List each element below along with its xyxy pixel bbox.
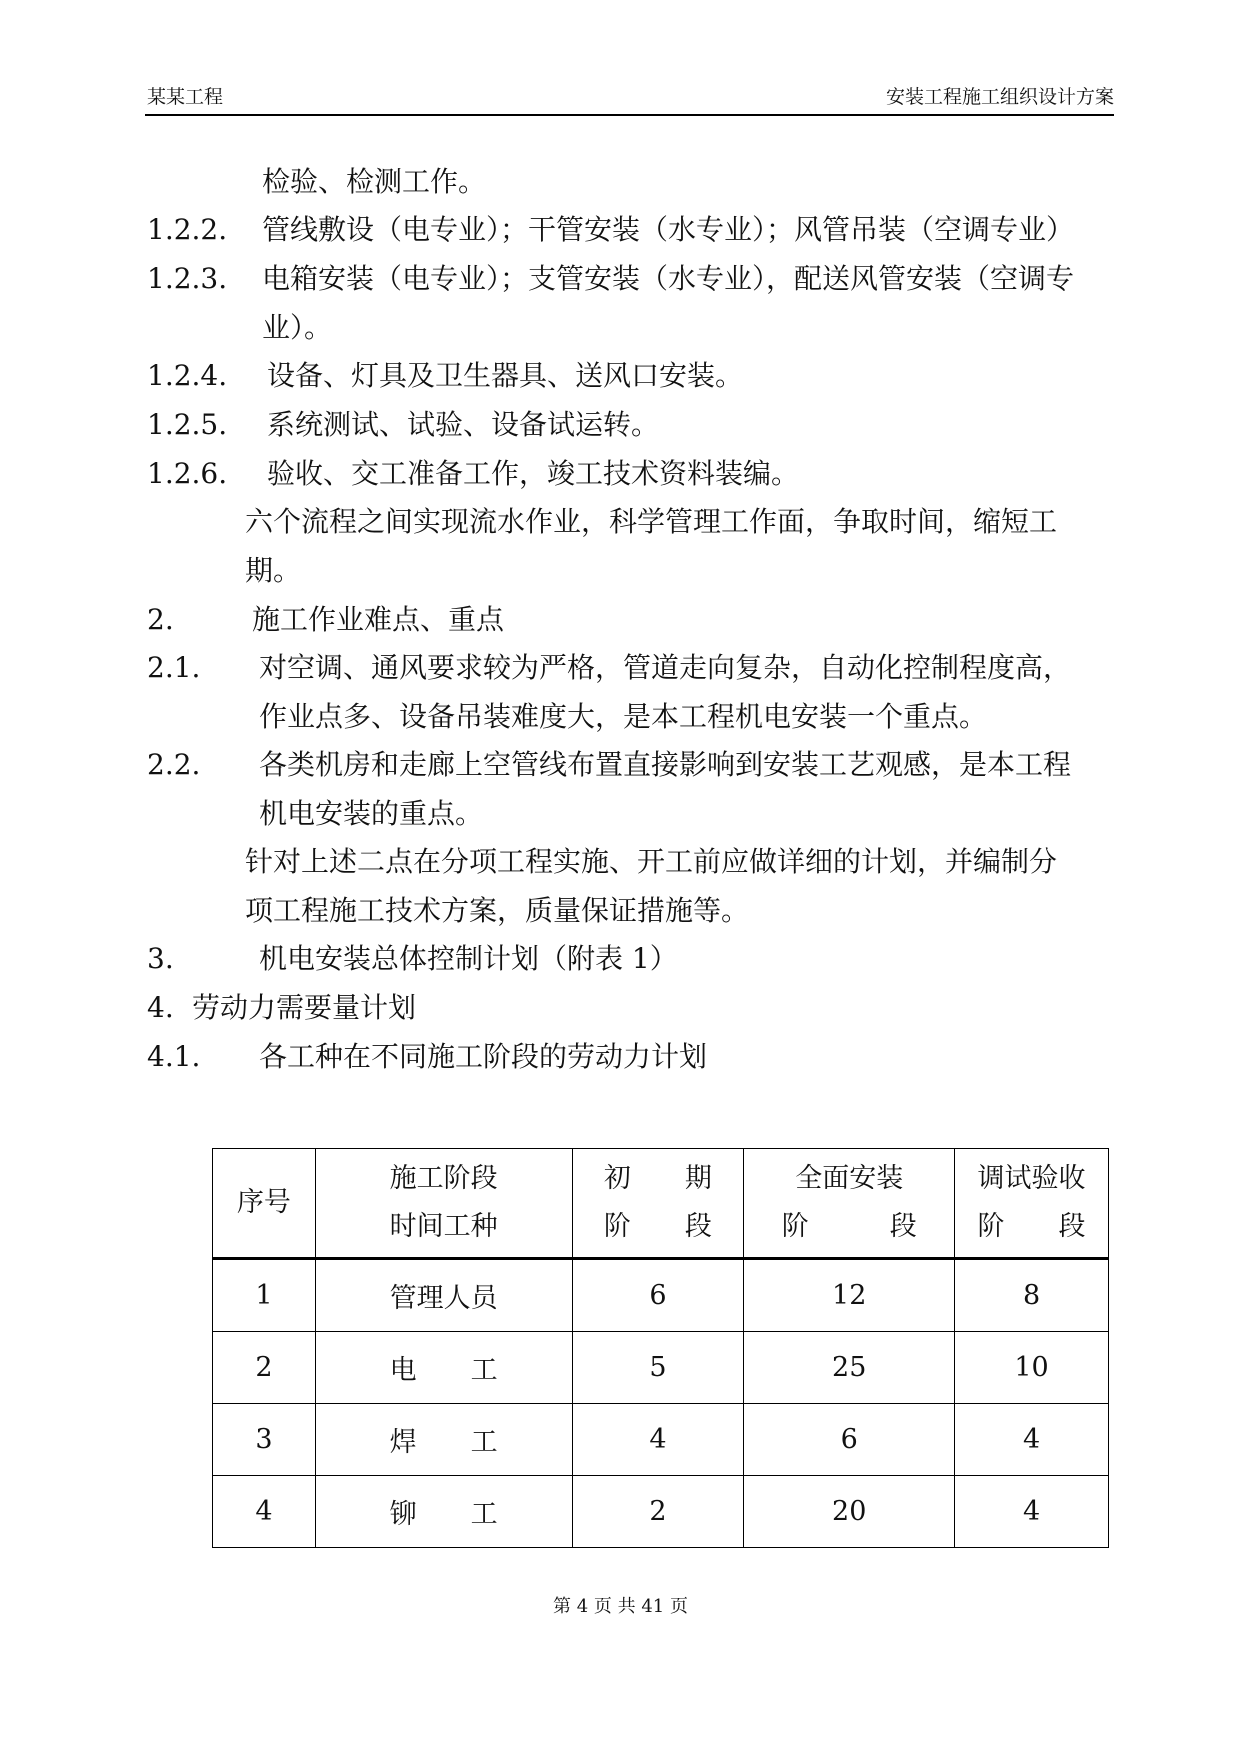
table-cell: 4 [955,1476,1109,1548]
section-heading: 施工作业难点、重点 [252,603,505,636]
header-cell-commissioning: 调试验收 阶 段 [955,1149,1109,1259]
section-heading: 各工种在不同施工阶段的劳动力计划 [259,1040,708,1073]
section-number: 4. [147,991,174,1024]
text-line: 作业点多、设备吊装难度大，是本工程机电安装一个重点。 [259,700,988,733]
text-line: 项工程施工技术方案，质量保证措施等。 [245,894,750,927]
section-number: 1.2.5. [147,408,228,441]
header-right-title: 安装工程施工组织设计方案 [885,86,1114,108]
labor-plan-table [212,1148,1109,1548]
table-cell: 6 [572,1259,744,1332]
table-cell: 6 [744,1404,955,1476]
table-cell: 5 [572,1332,744,1404]
table-cell: 4 [955,1404,1109,1476]
section-number: 1.2.4. [147,359,228,392]
text-line: 六个流程之间实现流水作业，科学管理工作面，争取时间，缩短工 [245,505,1058,538]
table-cell: 2 [572,1476,744,1548]
section-number: 1.2.3. [147,262,228,295]
table-row [213,1476,1109,1548]
text-line: 业）。 [262,311,333,344]
text-line: 系统测试、试验、设备试运转。 [267,408,660,441]
table-row [213,1259,1109,1332]
table-cell: 管理人员 [315,1259,572,1332]
section-number: 2.2. [147,748,201,781]
header-cell-full-install: 全面安装 阶 段 [744,1149,955,1259]
header-cell-seq: 序号 [213,1149,316,1259]
section-number: 3. [147,942,174,975]
table-header-row [213,1149,1109,1259]
text-line: 验收、交工准备工作，竣工技术资料装编。 [267,457,800,490]
section-number: 4.1. [147,1040,201,1073]
text-line: 机电安装的重点。 [259,797,484,830]
table-cell: 12 [744,1259,955,1332]
section-heading: 机电安装总体控制计划（附表 1） [259,942,678,975]
text-line: 管线敷设（电专业）；干管安装（水专业）；风管吊装（空调专业） [262,213,1075,246]
table-cell: 1 [213,1259,316,1332]
table-cell: 3 [213,1404,316,1476]
text-line: 电箱安装（电专业）；支管安装（水专业），配送风管安装（空调专 [262,262,1075,295]
text-line: 期。 [245,554,302,587]
text-line: 对空调、通风要求较为严格，管道走向复杂，自动化控制程度高， [259,651,1072,684]
section-number: 2. [147,603,174,636]
text-line: 设备、灯具及卫生器具、送风口安装。 [267,359,744,392]
header-left-title: 某某工程 [147,86,224,108]
text-line: 各类机房和走廊上空管线布置直接影响到安装工艺观感，是本工程 [259,748,1072,781]
table-cell: 电 工 [315,1332,572,1404]
table-cell: 焊 工 [315,1404,572,1476]
table-cell: 4 [213,1476,316,1548]
table-cell: 25 [744,1332,955,1404]
table-row [213,1404,1109,1476]
table-cell: 铆 工 [315,1476,572,1548]
section-number: 1.2.2. [147,213,228,246]
table-cell: 20 [744,1476,955,1548]
section-number: 2.1. [147,651,201,684]
table-cell: 4 [572,1404,744,1476]
text-line: 检验、检测工作。 [262,165,487,198]
header-cell-stage-trade: 施工阶段 时间工种 [315,1149,572,1259]
header-cell-initial: 初 期 阶 段 [572,1149,744,1259]
page-footer: 第 4 页 共 41 页 [553,1596,688,1617]
table-row [213,1332,1109,1404]
table-cell: 8 [955,1259,1109,1332]
table-cell: 10 [955,1332,1109,1404]
text-line: 针对上述二点在分项工程实施、开工前应做详细的计划，并编制分 [245,845,1058,878]
section-heading: 劳动力需要量计划 [192,991,417,1024]
section-number: 1.2.6. [147,457,228,490]
table-cell: 2 [213,1332,316,1404]
header-divider [145,114,1114,116]
